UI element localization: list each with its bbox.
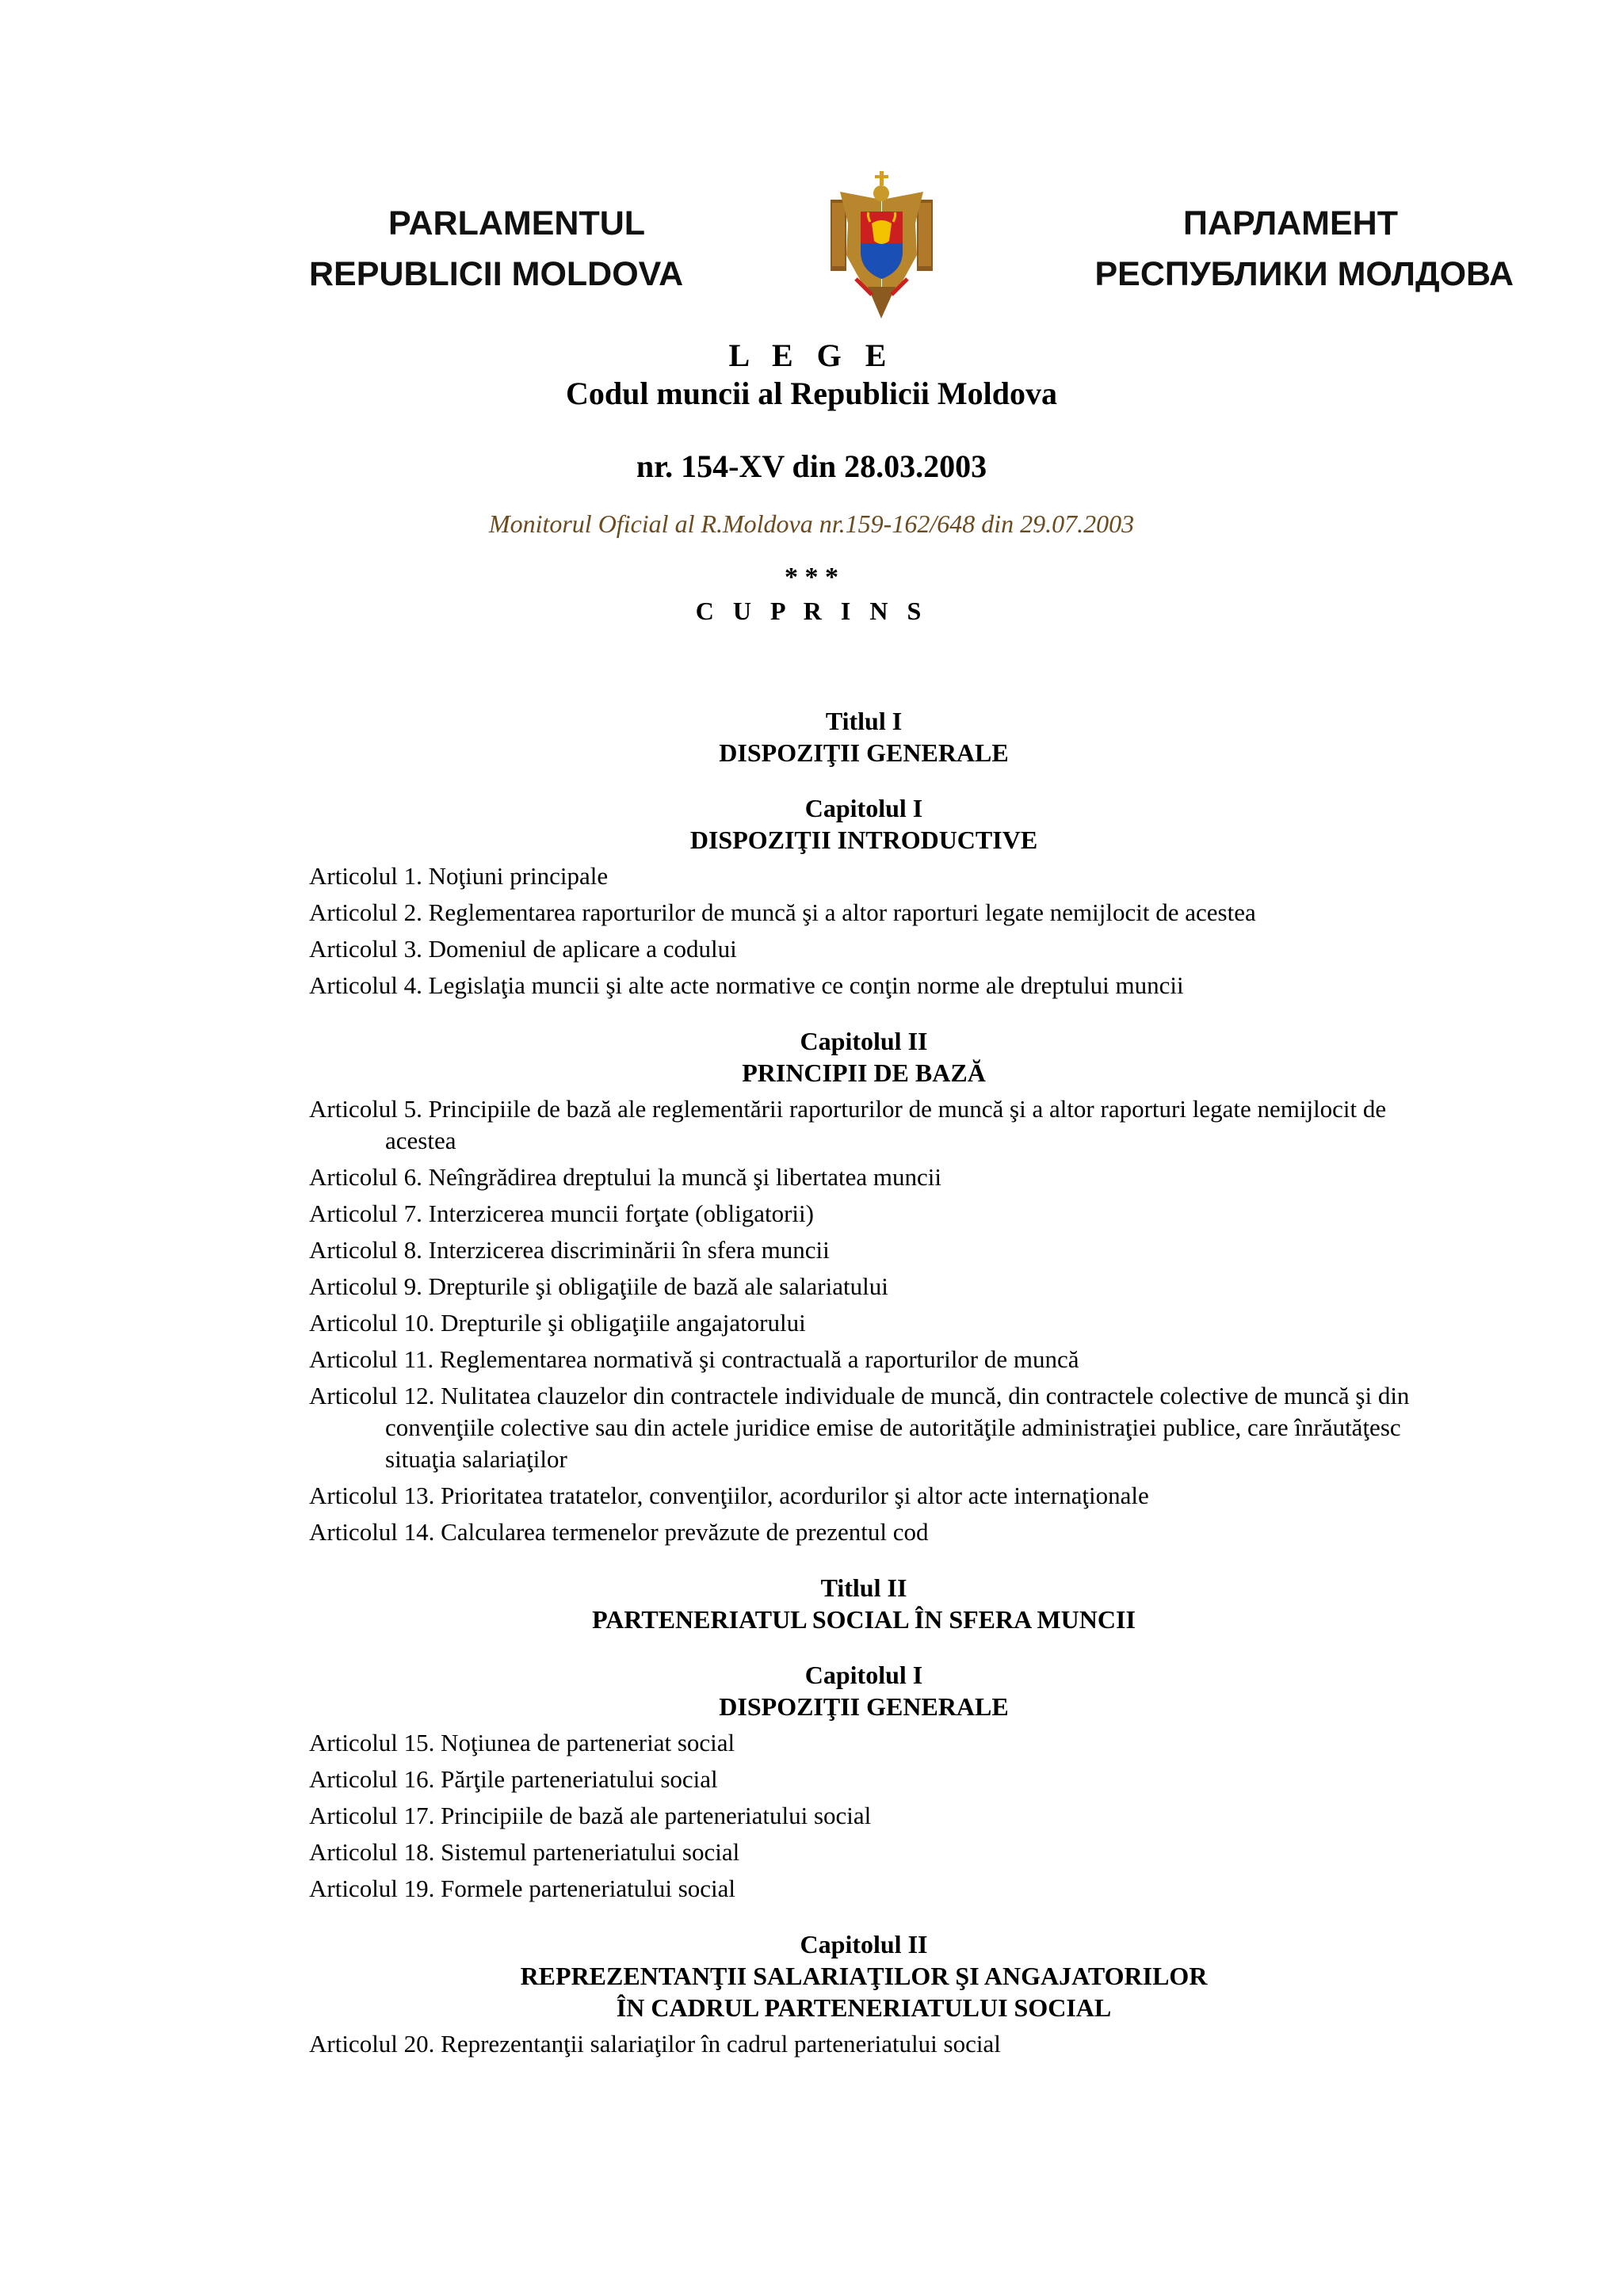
chapter-name-continued: ÎN CADRUL PARTENERIATULUI SOCIAL	[616, 1993, 1112, 2022]
header-left-line1: PARLAMENTUL	[388, 204, 646, 242]
chapter-name: REPREZENTANŢII SALARIAŢILOR ŞI ANGAJATORILOR	[520, 1962, 1208, 1990]
parliament-header	[301, 166, 1514, 333]
article-link[interactable]: Articolul 4. Legislaţia muncii şi alte acte normative ce conţin norme ale dreptului muncii	[309, 971, 1184, 999]
article-link[interactable]: Articolul 19. Formele parteneriatului social	[309, 1875, 736, 1902]
chapter-label: Capitolul II	[800, 1027, 928, 1055]
article-link[interactable]: Articolul 3. Domeniul de aplicare a codului	[309, 935, 737, 963]
chapter-label: Capitolul II	[800, 1930, 928, 1958]
article-link[interactable]: Articolul 7. Interzicerea muncii forţate (obligatorii)	[309, 1199, 814, 1227]
moldova-coat-of-arms-icon	[824, 168, 939, 322]
article-link[interactable]: Articolul 16. Părţile parteneriatului social	[309, 1765, 718, 1793]
article-link[interactable]: Articolul 10. Drepturile şi obligaţiile angajatorului	[309, 1309, 806, 1337]
article-link[interactable]: Articolul 9. Drepturile şi obligaţiile de bază ale salariatului	[309, 1272, 888, 1300]
article-link[interactable]: Articolul 12. Nulitatea clauzelor din contractele individuale de muncă, din contractele colective de muncă şi din convenţiile colective sau din actele juridice emise de autorităţile administraţiei publice, care înrăutăţesc situaţia salariaţilor	[309, 1382, 1410, 1473]
article-list	[309, 860, 1419, 1001]
article-list	[309, 2028, 1419, 2060]
article-link[interactable]: Articolul 8. Interzicerea discriminării în sfera muncii	[309, 1236, 830, 1264]
header-right-line2: РЕСПУБЛИКИ МОЛДОВА	[1094, 255, 1514, 293]
chapter-name: PRINCIPII DE BAZĂ	[742, 1058, 986, 1087]
law-title-block	[0, 337, 1623, 630]
article-link[interactable]: Articolul 13. Prioritatea tratatelor, convenţiilor, acordurilor şi altor acte internaţionale	[309, 1482, 1149, 1509]
table-of-contents	[309, 681, 1419, 2060]
header-russian	[1095, 198, 1514, 299]
article-list	[309, 1093, 1419, 1548]
article-link[interactable]: Articolul 1. Noţiuni principale	[309, 862, 609, 890]
header-left-line2: REPUBLICII MOLDOVA	[309, 255, 684, 293]
article-link[interactable]: Articolul 17. Principiile de bază ale parteneriatului social	[309, 1802, 872, 1829]
article-link[interactable]: Articolul 6. Neîngrădirea dreptului la muncă şi libertatea muncii	[309, 1163, 941, 1191]
contents-heading: C U P R I N S	[695, 597, 928, 625]
article-link[interactable]: Articolul 18. Sistemul parteneriatului social	[309, 1838, 740, 1866]
title-label: Titlul II	[820, 1573, 907, 1602]
article-link[interactable]: Articolul 2. Reglementarea raporturilor de muncă şi a altor raporturi legate nemijlocit de acestea	[309, 898, 1256, 926]
title-name: DISPOZIŢII GENERALE	[719, 738, 1009, 767]
law-number: nr. 154-XV din 28.03.2003	[636, 448, 987, 484]
title-name: PARTENERIATUL SOCIAL ÎN SFERA MUNCII	[592, 1605, 1136, 1634]
article-link[interactable]: Articolul 5. Principiile de bază ale reglementării raporturilor de muncă şi a altor raporturi legate nemijlocit de acestea	[309, 1095, 1387, 1154]
chapter-name: DISPOZIŢII INTRODUCTIVE	[689, 826, 1038, 854]
law-title: Codul muncii al Republicii Moldova	[565, 376, 1058, 411]
chapter-name: DISPOZIŢII GENERALE	[719, 1692, 1009, 1721]
article-link[interactable]: Articolul 15. Noţiunea de parteneriat social	[309, 1729, 735, 1756]
doc-type: L E G E	[728, 338, 895, 373]
header-romanian	[309, 198, 683, 299]
separator-stars: * * *	[785, 563, 838, 592]
article-list	[309, 1727, 1419, 1905]
title-label: Titlul I	[825, 707, 903, 735]
article-link[interactable]: Articolul 20. Reprezentanţii salariaţilor în cadrul parteneriatului social	[309, 2030, 1001, 2058]
article-link[interactable]: Articolul 14. Calcularea termenelor prevăzute de prezentul cod	[309, 1518, 929, 1546]
chapter-label: Capitolul I	[804, 794, 923, 822]
official-monitor-ref: Monitorul Oficial al R.Moldova nr.159-162/648 din 29.07.2003	[488, 509, 1135, 538]
article-link[interactable]: Articolul 11. Reglementarea normativă şi contractuală a raporturilor de muncă	[309, 1345, 1079, 1373]
header-right-line1: ПАРЛАМЕНТ	[1183, 204, 1398, 242]
chapter-label: Capitolul I	[804, 1661, 923, 1689]
